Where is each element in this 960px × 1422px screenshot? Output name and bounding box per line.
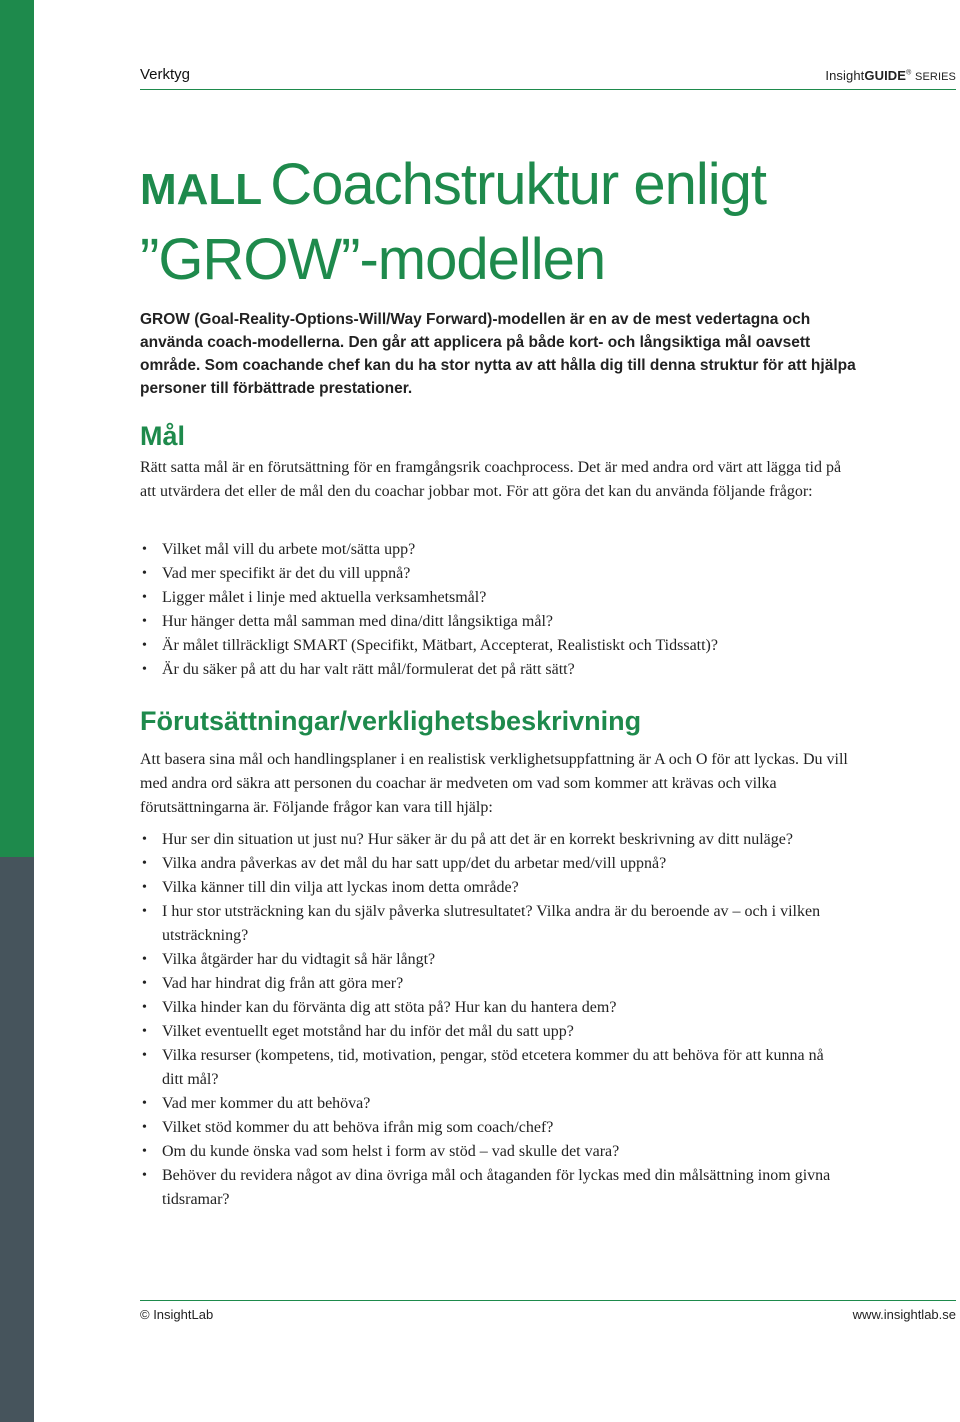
side-bar-accent [0,0,34,857]
footer-copyright: © InsightLab [140,1307,214,1322]
list-item: • Vilka andra påverkas av det mål du har satt upp/det du arbetar med/vill uppnå? [140,852,840,876]
list-item: • Vilka åtgärder har du vidtagit så här långt? [140,948,840,972]
title-prefix: MALL [140,165,263,214]
page-title [140,150,940,295]
question-list-forutsattningar [140,828,840,1212]
footer-divider [140,1300,956,1301]
header-section-label: Verktyg [140,66,191,83]
title-line-1: Coachstruktur enligt [270,152,766,217]
list-item: • Vilka känner till din vilja att lyckas inom detta område? [140,876,840,900]
list-item: • Vilka hinder kan du förvänta dig att stöta på? Hur kan du hantera dem? [140,996,840,1020]
list-item: • Vad mer specifikt är det du vill uppnå? [140,562,840,586]
list-item: • Vilket mål vill du arbete mot/sätta upp? [140,538,840,562]
brand-series: SERIES [915,71,956,83]
intro-paragraph: GROW (Goal-Reality-Options-Will/Way Forward)-modellen är en av de mest vedertagna och använda coach-modellerna. Den går att applicera på både kort- och långsiktiga mål oavsett område. Som coachande chef kan du ha stor nytta av att hålla dig till denna struktur för att hjälpa personer till förbättrade prestationer. [140,311,856,397]
list-item: • Vad har hindrat dig från att göra mer? [140,972,840,996]
list-item: • Vad mer kommer du att behöva? [140,1092,840,1116]
question-list-mal [140,538,840,682]
page-footer [140,1300,960,1330]
section-paragraph-mal: Rätt satta mål är en förutsättning för en framgångsrik coachprocess. Det är med andra ord värt att lägga tid på att utvärdera det eller de mål den du coachar jobbar mot. För att göra det kan du använda följande frågor: [140,459,842,500]
list-item: • Vilket stöd kommer du att behöva ifrån mig som coach/chef? [140,1116,840,1140]
list-item: • Ligger målet i linje med aktuella verksamhetsmål? [140,586,840,610]
list-item: • Är du säker på att du har valt rätt mål/formulerat det på rätt sätt? [140,658,840,682]
brand-light: Insight [825,68,865,83]
list-item: • Vilket eventuellt eget motstånd har du inför det mål du satt upp? [140,1020,840,1044]
list-item: • Hur ser din situation ut just nu? Hur säker är du på att det är en korrekt beskrivning av ditt nuläge? [140,828,840,852]
page-header [140,62,960,92]
brand-registered: ® [906,69,912,77]
list-item: • I hur stor utsträckning kan du själv påverka slutresultatet? Vilka andra är du beroende av – och i vilken utsträckning? [140,900,840,948]
section-heading-forutsattningar: Förutsättningar/verklighetsbeskrivning [140,706,642,736]
brand-bold: GUIDE [864,68,907,83]
section-heading-mal: Mål [140,421,186,451]
list-item: • Vilka resurser (kompetens, tid, motivation, pengar, stöd etcetera kommer du att behöva för att kunna nå ditt mål? [140,1044,840,1092]
title-line-2: ”GROW”-modellen [140,227,606,292]
list-item: • Behöver du revidera något av dina övriga mål och åtaganden för lyckas med din målsättning inom givna tidsramar? [140,1164,840,1212]
list-item: • Hur hänger detta mål samman med dina/ditt långsiktiga mål? [140,610,840,634]
list-item: • Är målet tillräckligt SMART (Specifikt, Mätbart, Accepterat, Realistiskt och Tidssatt)? [140,634,840,658]
list-item: • Om du kunde önska vad som helst i form av stöd – vad skulle det vara? [140,1140,840,1164]
brand-logo [825,68,956,83]
side-bar-dark [0,857,34,1422]
footer-url-link[interactable]: www.insightlab.se [852,1307,956,1322]
header-divider [140,89,956,90]
section-paragraph-forutsattningar: Att basera sina mål och handlingsplaner i en realistisk verklighetsuppfattning är A och O för att lyckas. Du vill med andra ord säkra att personen du coachar är medveten om vad som kommer att krävas och vilka förutsättningarna är. Följande frågor kan vara till hjälp: [140,751,848,816]
